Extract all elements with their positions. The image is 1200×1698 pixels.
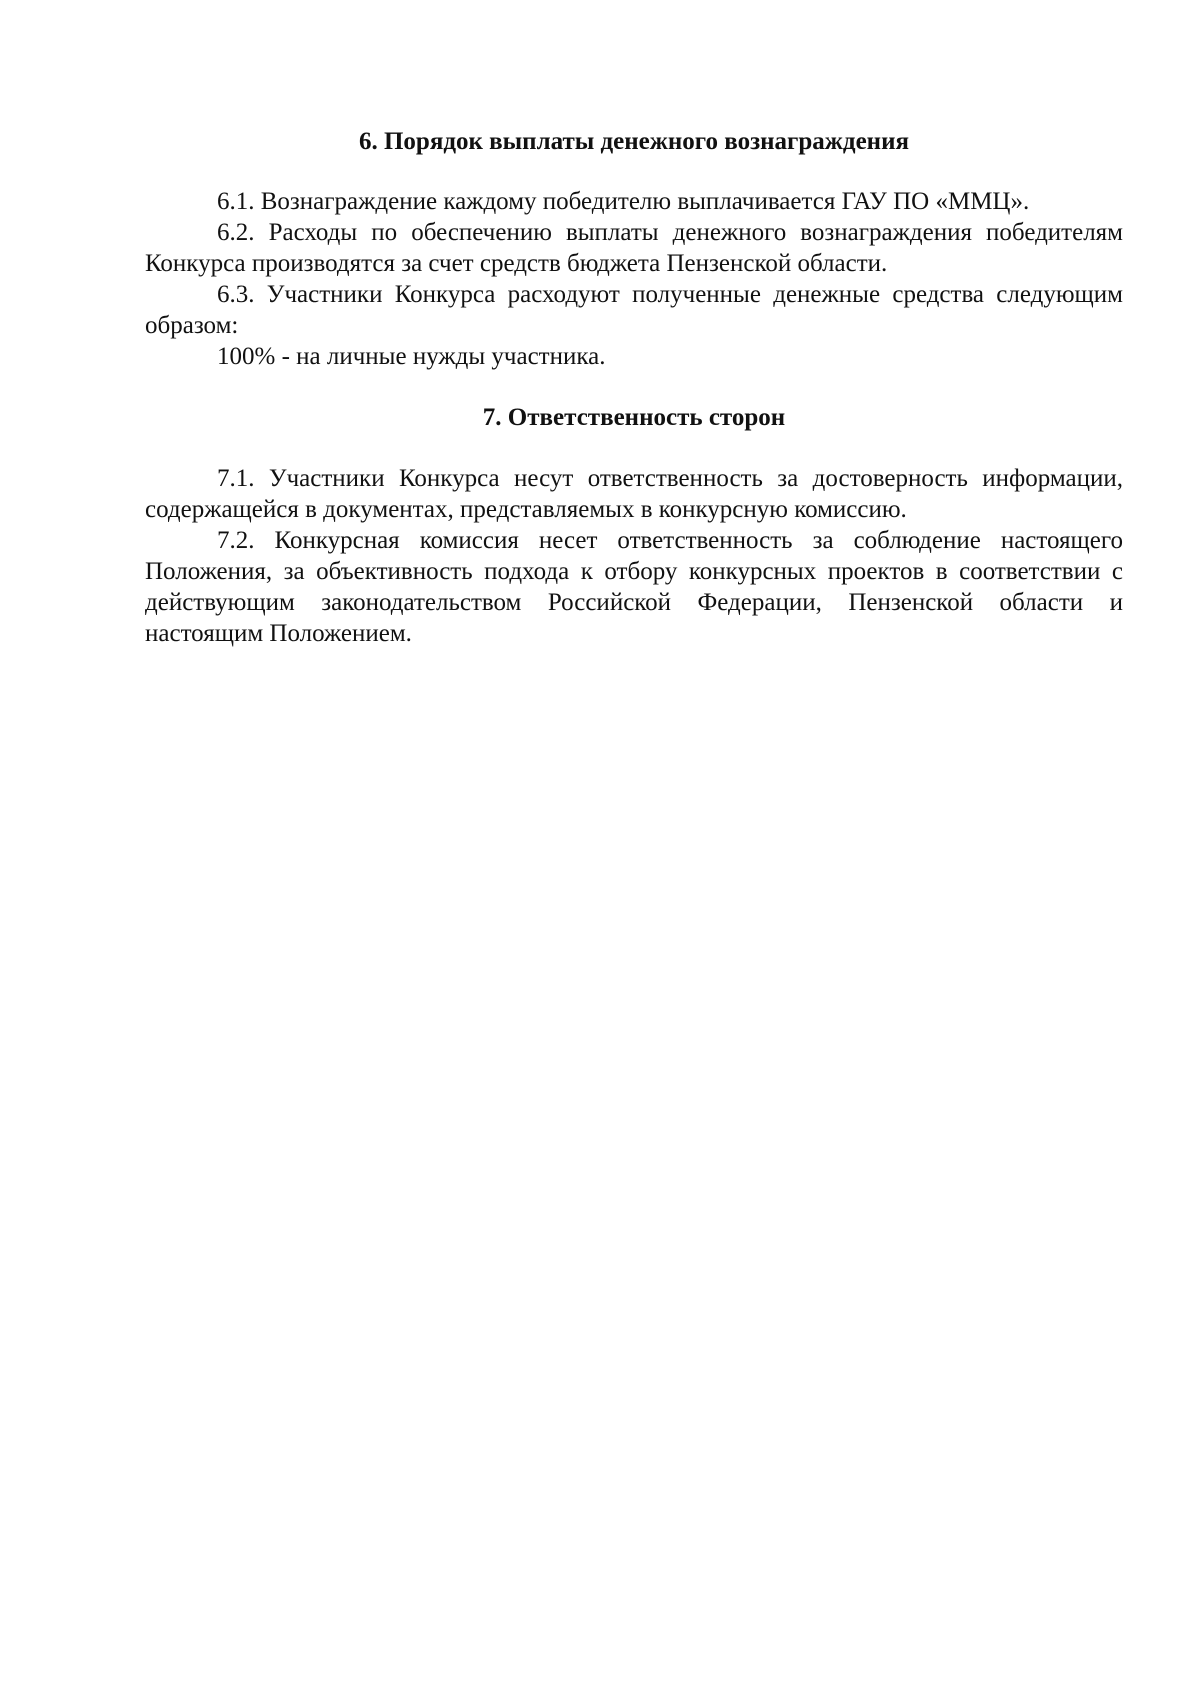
paragraph-6-2: 6.2. Расходы по обеспечению выплаты денежного вознаграждения победителям Конкурса производятся за счет средств бюджета Пензенской области. <box>145 219 1123 277</box>
paragraph-6-1: 6.1. Вознаграждение каждому победителю выплачивается ГАУ ПО «ММЦ». <box>217 188 1030 215</box>
paragraph-6-3-item: 100% - на личные нужды участника. <box>217 343 606 370</box>
paragraph-7-2: 7.2. Конкурсная комиссия несет ответственность за соблюдение настоящего Положения, за объективность подхода к отбору конкурсных проектов в соответствии с действующим законодательством Российской Федерации, Пензенской области и настоящим Положением. <box>145 527 1123 647</box>
document-body <box>145 126 1123 649</box>
section-7-heading: 7. Ответственность сторон <box>482 404 786 431</box>
paragraph-7-1: 7.1. Участники Конкурса несут ответственность за достоверность информации, содержащейся в документах, представляемых в конкурсную комиссию. <box>145 465 1123 523</box>
paragraph-6-3: 6.3. Участники Конкурса расходуют полученные денежные средства следующим образом: <box>145 281 1123 339</box>
section-6-heading: 6. Порядок выплаты денежного вознаграждения <box>358 128 910 155</box>
